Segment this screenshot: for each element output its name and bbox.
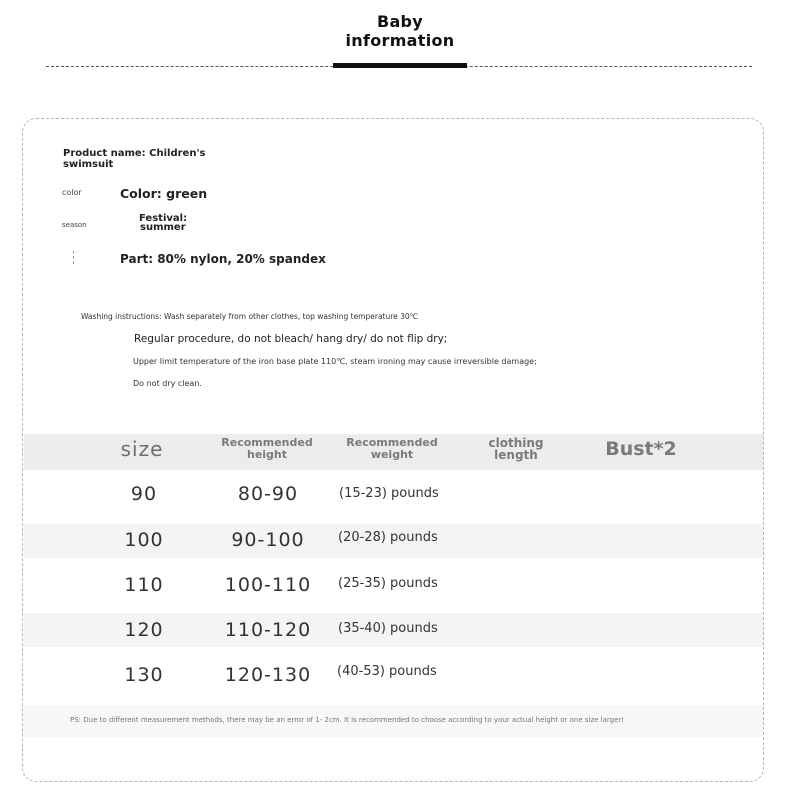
header-height-line1: Recommended <box>221 436 313 449</box>
color-label: color <box>62 188 82 197</box>
table-row <box>24 524 763 558</box>
table-row <box>24 613 763 647</box>
dry-clean-instructions: Do not dry clean. <box>133 379 202 388</box>
header-bust: Bust*2 <box>605 438 677 460</box>
part-marker-icon <box>72 250 75 268</box>
section-title-line1: Baby <box>376 12 424 31</box>
product-name-line2: swimsuit <box>63 159 114 170</box>
product-name <box>63 148 205 170</box>
header-height-line2: height <box>246 448 288 461</box>
header-weight-line1: Recommended <box>346 436 438 449</box>
row-height: 110-120 <box>224 619 312 641</box>
row-weight: (35-40) pounds <box>338 621 438 636</box>
header-length <box>476 437 556 461</box>
season-label: season <box>62 221 87 229</box>
row-size: 90 <box>130 483 158 505</box>
procedure-instructions: Regular procedure, do not bleach/ hang dry/ do not flip dry; <box>134 333 448 345</box>
row-size: 120 <box>124 619 164 641</box>
row-height: 80-90 <box>237 483 299 505</box>
header-length-line2: length <box>494 448 538 462</box>
header-weight-line2: weight <box>370 448 414 461</box>
row-weight: (15-23) pounds <box>339 486 439 501</box>
header-size: size <box>120 437 164 461</box>
row-height: 120-130 <box>224 664 312 686</box>
season-line2: summer <box>140 222 186 233</box>
washing-instructions: Washing instructions: Wash separately from other clothes, top washing temperature 30℃ <box>81 312 419 321</box>
row-size: 110 <box>124 574 164 596</box>
season-value <box>139 214 187 232</box>
season-line1: Festival: <box>139 213 188 224</box>
section-title <box>333 12 467 62</box>
part-value: Part: 80% nylon, 20% spandex <box>120 252 326 266</box>
header-height <box>212 437 322 461</box>
row-weight: (20-28) pounds <box>338 530 438 545</box>
header-underline-bar <box>333 63 467 68</box>
row-weight: (25-35) pounds <box>338 576 438 591</box>
table-row <box>24 659 763 693</box>
header-length-line1: clothing <box>488 436 544 450</box>
row-size: 130 <box>124 664 164 686</box>
row-weight: (40-53) pounds <box>337 664 437 679</box>
table-row <box>24 476 763 510</box>
footnote-text: PS: Due to different measurement methods, there may be an error of 1- 2cm. It is recommended to choose according to your actual height or one size larger! <box>70 716 625 724</box>
product-name-line1: Product name: Children's <box>63 148 206 159</box>
row-size: 100 <box>124 529 164 551</box>
row-height: 90-100 <box>231 529 305 551</box>
color-value: Color: green <box>120 186 208 201</box>
row-height: 100-110 <box>224 574 312 596</box>
table-row <box>24 568 763 602</box>
ironing-instructions: Upper limit temperature of the iron base plate 110℃, steam ironing may cause irreversible damage; <box>133 357 537 366</box>
section-title-line2: information <box>345 31 455 50</box>
header-weight <box>337 437 447 461</box>
